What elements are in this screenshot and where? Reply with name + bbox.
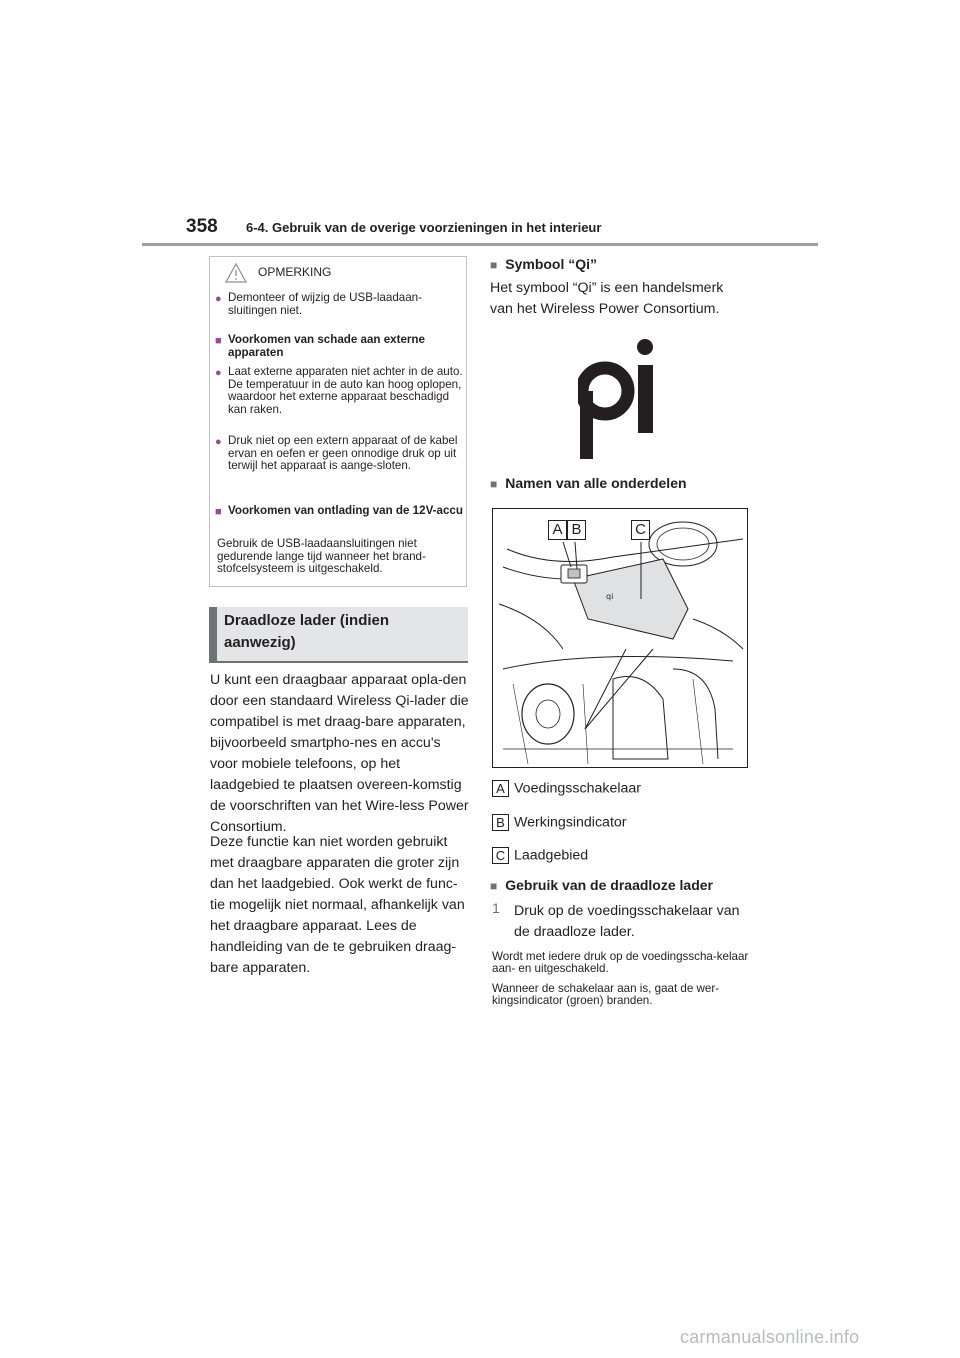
symbol-text: Het symbool “Qi” is een handelsmerk van het Wireless Power Consortium. — [490, 280, 724, 317]
step-number: 1 — [492, 901, 500, 917]
svg-text:qi: qi — [606, 592, 614, 601]
section-title: 6-4. Gebruik van de overige voorzieningen in het interieur — [246, 220, 602, 235]
header-rule — [142, 243, 818, 246]
qi-logo-icon — [578, 337, 668, 461]
legend-key: B — [492, 814, 509, 831]
heading-square-icon: ■ — [490, 258, 498, 272]
caution-heading: OPMERKING — [258, 265, 332, 279]
page-number: 358 — [186, 216, 218, 237]
watermark: carmanualsonline.info — [680, 1327, 860, 1347]
caution-subheading-1: ■ Voorkomen van schade aan externe apparaten — [215, 333, 425, 359]
bullet-square-icon: ■ — [215, 335, 222, 347]
bullet-square-icon: ■ — [215, 506, 222, 518]
legend-label: Voedingsschakelaar — [514, 780, 641, 797]
section-heading: Draadloze lader (indien aanwezig) — [224, 612, 390, 651]
legend-label: Laadgebied — [514, 847, 589, 864]
caution-bullet-2: ● Laat externe apparaten niet achter in de auto. De temperatuur in de auto kan hoog oplopen, waardoor het externe apparaat beschadigd kan raken. — [215, 365, 463, 416]
body-paragraph-2: Deze functie kan niet worden gebruikt met draagbare apparaten die groter zijn dan het laadgebied. Ook werkt de func-tie mogelijk niet normaal, afhankelijk van het draagbare apparaat. Lees de handleiding van de te gebruiken draag-bare apparaten. — [210, 834, 465, 976]
legend-label: Werkingsindicator — [514, 814, 627, 831]
bullet-dot-icon: ● — [215, 293, 222, 305]
legend-item-c — [492, 847, 588, 864]
usage-heading: ■ Gebruik van de draadloze lader — [490, 877, 713, 893]
heading-square-icon: ■ — [490, 879, 498, 893]
legend-item-b — [492, 814, 627, 831]
bullet-dot-icon: ● — [215, 367, 222, 379]
legend-key: C — [492, 847, 509, 864]
caution-text: Gebruik de USB-laadaansluitingen niet gedurende lange tijd wanneer het brand-stofcelsysteem is uitgeschakeld. — [217, 537, 426, 576]
note-1: Wordt met iedere druk op de voedingsscha-kelaar aan- en uitgeschakeld. — [492, 950, 749, 976]
legend-item-a — [492, 780, 641, 797]
charger-diagram — [492, 508, 748, 768]
parts-heading: ■ Namen van alle onderdelen — [490, 475, 687, 491]
charger-illustration — [493, 509, 748, 768]
legend-key: A — [492, 780, 509, 797]
section-heading-bar — [209, 607, 217, 661]
caution-bullet-1: ● Demonteer of wijzig de USB-laadaan-sluitingen niet. — [215, 291, 422, 317]
note-2: Wanneer de schakelaar aan is, gaat de wer-kingsindicator (groen) branden. — [492, 982, 720, 1008]
bullet-dot-icon: ● — [215, 436, 222, 448]
step-text: Druk op de voedingsschakelaar van de draadloze lader. — [514, 903, 740, 940]
diagram-label-b: B — [567, 520, 586, 540]
diagram-label-a: A — [548, 520, 567, 540]
caution-subheading-2: ■ Voorkomen van ontlading van de 12V-accu — [215, 504, 463, 518]
body-paragraph-1: U kunt een draagbaar apparaat opla-den door een standaard Wireless Qi-lader die compatibel is met draag-bare apparaten, bijvoorbeeld smartpho-nes en accu's voor mobiele telefoons, op het laadgebied te plaatsen overeen-komstig de voorschriften van het Wire-less Power Consortium. — [210, 672, 469, 835]
diagram-label-c: C — [631, 520, 650, 540]
symbol-heading: ■ Symbool “Qi” — [490, 256, 598, 272]
caution-bullet-3: ● Druk niet op een extern apparaat of de kabel ervan en oefen er geen onnodige druk op uit terwijl het apparaat is aange-sloten. — [215, 434, 458, 473]
heading-square-icon: ■ — [490, 477, 498, 491]
warning-triangle-icon — [224, 262, 248, 284]
